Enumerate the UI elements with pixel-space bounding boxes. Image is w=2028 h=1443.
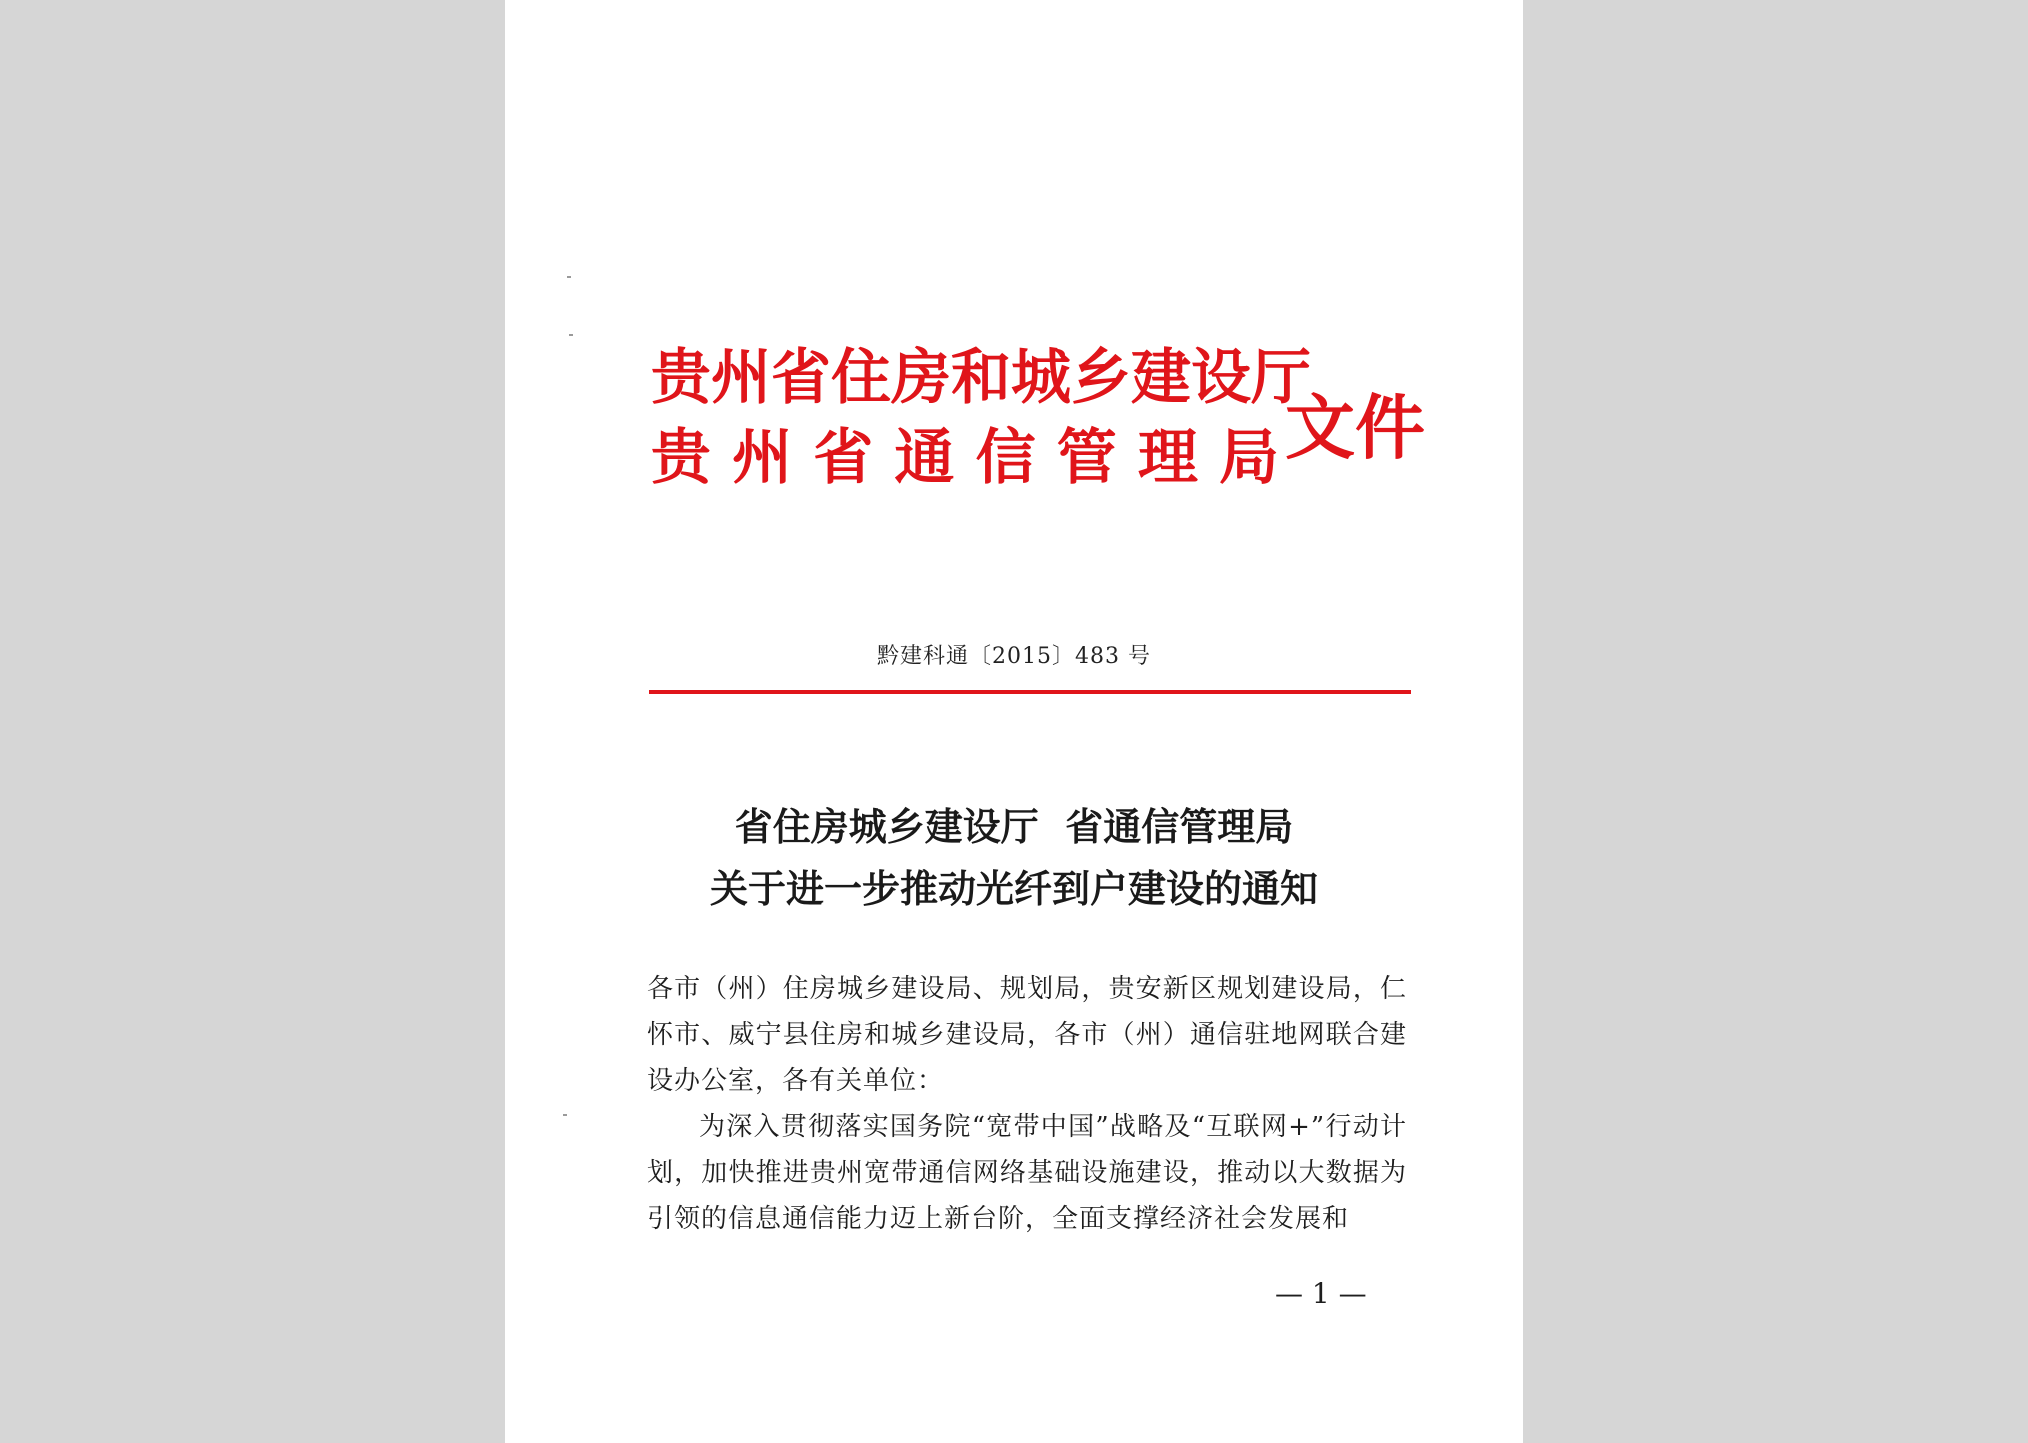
header-char: 城 bbox=[1011, 343, 1071, 413]
red-divider-line bbox=[649, 690, 1411, 694]
header-char: 厅 bbox=[1251, 343, 1311, 413]
header-char: 设 bbox=[1191, 343, 1251, 413]
addressee-paragraph: 各市（州）住房城乡建设局、规划局，贵安新区规划建设局，仁怀市、威宁县住房和城乡建设局，各市（州）通信驻地网联合建设办公室，各有关单位： bbox=[647, 974, 1407, 1096]
scan-speck bbox=[569, 334, 573, 336]
document-number: 黔建科通〔2015〕483 号 bbox=[877, 644, 1151, 669]
page-number: — 1 — bbox=[1275, 1277, 1367, 1310]
title-line-2: 关于进一步推动光纤到户建设的通知 bbox=[709, 866, 1318, 911]
header-char: 省 bbox=[813, 423, 874, 493]
header-line-communications-bureau bbox=[651, 418, 1279, 498]
header-char: 通 bbox=[894, 423, 955, 493]
header-char: 省 bbox=[771, 343, 831, 413]
header-char: 乡 bbox=[1071, 343, 1131, 413]
issuing-authority-header bbox=[651, 338, 1311, 498]
header-char: 贵 bbox=[651, 423, 711, 493]
header-char: 理 bbox=[1137, 423, 1198, 493]
scan-speck bbox=[563, 1114, 567, 1116]
title-line-1: 省住房城乡建设厅 省通信管理局 bbox=[734, 804, 1294, 849]
document-title bbox=[505, 796, 1523, 920]
header-char: 贵 bbox=[651, 343, 711, 413]
header-line-housing-department bbox=[651, 338, 1311, 418]
header-char: 和 bbox=[951, 343, 1011, 413]
header-char: 州 bbox=[732, 423, 793, 493]
body-paragraph: 为深入贯彻落实国务院“宽带中国”战略及“互联网+”行动计划，加快推进贵州宽带通信网络基础设施建设，推动以大数据为引领的信息通信能力迈上新台阶，全面支撑经济社会发展和 bbox=[647, 1112, 1407, 1234]
header-char: 管 bbox=[1056, 423, 1117, 493]
document-body bbox=[647, 966, 1407, 1242]
header-char: 建 bbox=[1131, 343, 1191, 413]
header-char: 房 bbox=[891, 343, 951, 413]
scan-speck bbox=[567, 276, 571, 278]
document-page bbox=[505, 0, 1523, 1443]
header-suffix-document: 文件 bbox=[1285, 386, 1425, 469]
header-char: 信 bbox=[975, 423, 1036, 493]
header-char: 住 bbox=[831, 343, 891, 413]
header-char: 州 bbox=[711, 343, 771, 413]
header-char: 局 bbox=[1218, 423, 1279, 493]
